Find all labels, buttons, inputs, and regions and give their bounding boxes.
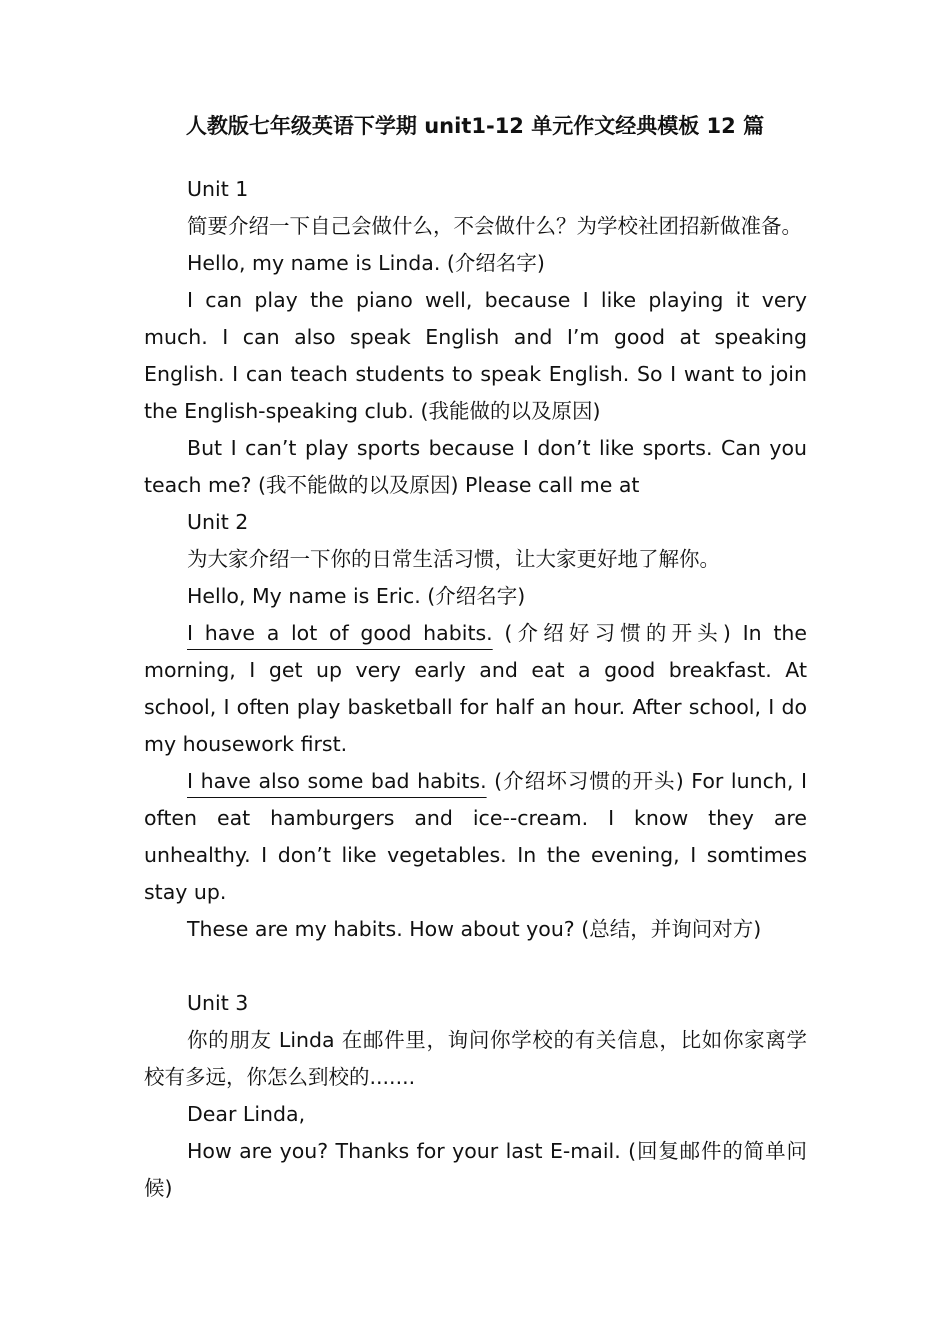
unit1-heading: Unit 1: [187, 177, 249, 201]
unit2-paragraph-1: Hello, My name is Eric. (介绍名字): [187, 584, 526, 608]
unit1-paragraph-3: But I can’t play sports because I don’t like sports. Can you teach me? (我不能做的以及原因) Please call me at: [144, 436, 807, 497]
unit1-paragraph-2: I can play the piano well, because I like playing it very much. I can also speak English and I’m good at speaking English. I can teach students to speak English. So I want to join the English-speaking club. (我能做的以及原因): [144, 288, 807, 423]
paragraph-text: (介绍坏习惯的开头) For lunch, I often eat hamburgers and ice--cream. I know they are unhealthy. I don’t like vegetables. In the evening, I somtimes stay up.: [144, 769, 807, 904]
underlined-topic-sentence: I have a lot of good habits.: [187, 621, 493, 645]
unit1-paragraph-1: Hello, my name is Linda. (介绍名字): [187, 251, 545, 275]
unit3-heading: Unit 3: [187, 991, 249, 1015]
unit1-prompt: 简要介绍一下自己会做什么，不会做什么？为学校社团招新做准备。: [187, 214, 802, 238]
unit2-heading: Unit 2: [187, 510, 249, 534]
unit2-prompt: 为大家介绍一下你的日常生活习惯，让大家更好地了解你。: [187, 547, 720, 571]
blank-line: [144, 948, 807, 985]
document-body: [144, 171, 807, 1207]
unit2-paragraph-3: [144, 763, 807, 911]
paragraph-text: (介绍好习惯的开头) In the morning, I get up very early and eat a good breakfast. At school, I often play basketball for half an hour. After school, I do my housework first.: [144, 621, 807, 756]
unit2-paragraph-4: These are my habits. How about you? (总结，并询问对方): [187, 917, 762, 941]
unit3-paragraph-1: How are you? Thanks for your last E-mail. (回复邮件的简单问候): [144, 1139, 807, 1200]
unit2-paragraph-2: [144, 615, 807, 763]
underlined-topic-sentence: I have also some bad habits.: [187, 769, 487, 793]
unit3-prompt: 你的朋友 Linda 在邮件里，询问你学校的有关信息，比如你家离学校有多远，你怎么到校的.......: [144, 1028, 807, 1089]
document-title: 人教版七年级英语下学期 unit1-12 单元作文经典模板 12 篇: [185, 114, 765, 138]
unit3-greeting: Dear Linda,: [187, 1102, 306, 1126]
